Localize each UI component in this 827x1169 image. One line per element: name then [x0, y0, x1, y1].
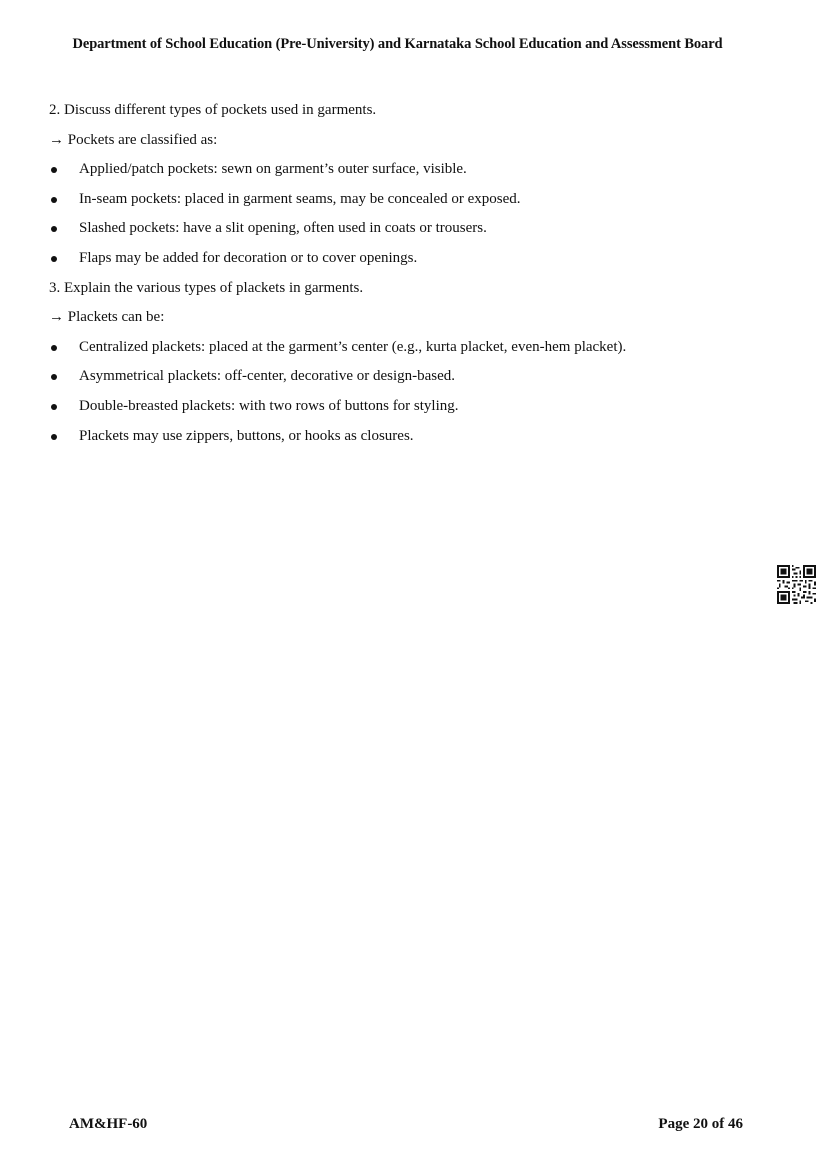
bullet-icon: [51, 256, 57, 262]
bullet-icon: [51, 226, 57, 232]
qr-code-icon: [777, 565, 816, 609]
question-3-intro: → Plackets can be:: [49, 309, 165, 326]
page-number: Page 20 of 46: [658, 1116, 743, 1132]
list-item: [49, 189, 769, 219]
list-item-text: Double-breasted plackets: with two rows of buttons for styling.: [79, 397, 459, 414]
list-item-text: Plackets may use zippers, buttons, or hooks as closures.: [79, 427, 414, 444]
list-item: [49, 159, 769, 189]
list-item: [49, 337, 769, 367]
bullet-icon: [51, 345, 57, 351]
bullet-icon: [51, 167, 57, 173]
bullet-icon: [51, 197, 57, 203]
bullet-icon: [51, 404, 57, 410]
question-3: 3. Explain the various types of plackets in garments.: [49, 279, 364, 296]
list-item: [49, 248, 769, 278]
list-item: [49, 396, 769, 426]
bullet-icon: [51, 374, 57, 380]
list-item: [49, 426, 769, 456]
list-item-text: Flaps may be added for decoration or to cover openings.: [79, 249, 418, 266]
page-header: Department of School Education (Pre-University) and Karnataka School Education and Assessment Board: [72, 36, 723, 52]
list-item-text: Applied/patch pockets: sewn on garment’s outer surface, visible.: [79, 161, 467, 178]
question-2: 2. Discuss different types of pockets used in garments.: [49, 102, 377, 118]
list-item-text: Asymmetrical plackets: off-center, decorative or design-based.: [79, 368, 456, 385]
list-item-text: Centralized plackets: placed at the garment’s center (e.g., kurta placket, even-hem placket).: [79, 338, 627, 355]
list-item-text: In-seam pockets: placed in garment seams, may be concealed or exposed.: [79, 190, 521, 207]
list-item-text: Slashed pockets: have a slit opening, often used in coats or trousers.: [79, 220, 487, 237]
document-body: [49, 100, 769, 455]
question-2-intro: → Pockets are classified as:: [49, 131, 218, 148]
list-item: [49, 218, 769, 248]
document-code: AM&HF-60: [69, 1116, 148, 1132]
list-item: [49, 366, 769, 396]
bullet-icon: [51, 434, 57, 440]
